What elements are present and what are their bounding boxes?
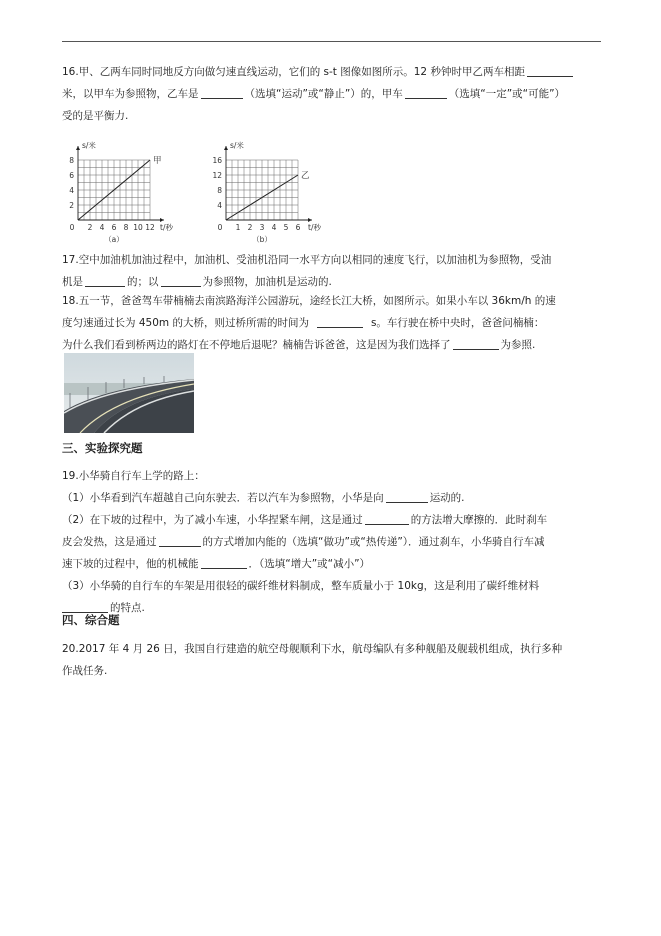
answer-blank[interactable] [159, 534, 201, 547]
answer-blank[interactable] [453, 337, 499, 350]
x-axis-label: t/秒 [160, 223, 173, 232]
q16-text-1: 16.甲、乙两车同时同地反方向做匀速直线运动，它们的 s-t 图像如图所示。12 秒钟时甲乙两车相距 [62, 66, 525, 78]
x-axis-label: t/秒 [308, 223, 321, 232]
q18-text-3a: 为什么我们看到桥两边的路灯在不停地后退呢？楠楠告诉爸爸，这是因为我们选择了 [62, 339, 451, 351]
q19-p3a: （3）小华骑的自行车的车架是用很轻的碳纤维材料制成，整车质量小于 10kg，这是利用了碳纤维材料 [62, 580, 540, 592]
x-tick-label: 5 [283, 223, 289, 232]
answer-blank[interactable] [365, 512, 409, 525]
graph-b [210, 132, 350, 247]
x-tick-label: 2 [87, 223, 93, 232]
y-tick-label: 2 [69, 201, 74, 210]
y-axis-arrow [76, 146, 80, 150]
q19-p2b: 的方法增大摩擦的．此时刹车 [410, 514, 548, 526]
q19-p1a: （1）小华看到汽车超越自己向东驶去．若以汽车为参照物，小华是向 [62, 492, 384, 504]
origin-label: 0 [69, 223, 75, 232]
x-tick-label: 12 [145, 223, 155, 232]
answer-blank[interactable] [405, 86, 447, 99]
x-tick-label: 1 [235, 223, 241, 232]
st-graph-b [210, 132, 350, 247]
q20-text-1: 20.2017 年 4 月 26 日，我国自行建造的航空母舰顺利下水，航母编队有多种舰船及舰载机组成，执行多种 [62, 643, 563, 655]
question-18 [62, 290, 602, 356]
y-axis-label: s/米 [82, 141, 96, 150]
q16-text-3: 受的是平衡力. [62, 110, 129, 122]
q17-text-2b: 的；以 [127, 276, 159, 288]
answer-blank[interactable] [161, 274, 201, 287]
origin-label: 0 [217, 223, 223, 232]
question-17 [62, 249, 602, 293]
q18-text-3b: 为参照. [500, 339, 536, 351]
q19-p2f: ．（选填“增大”或“减小”） [248, 558, 371, 570]
answer-blank[interactable] [85, 274, 125, 287]
q19-p2a: （2）在下坡的过程中，为了减小车速，小华捏紧车闸，这是通过 [62, 514, 363, 526]
x-tick-label: 4 [99, 223, 105, 232]
answer-blank[interactable] [201, 86, 243, 99]
q19-p2c: 皮会发热，这是通过 [62, 536, 157, 548]
answer-blank[interactable] [201, 556, 247, 569]
y-tick-label: 8 [69, 156, 74, 165]
q19-p2d: 的方式增加内能的（选填“做功”或“热传递”）．通过刹车，小华骑自行车减 [202, 536, 545, 548]
bridge-image [64, 353, 194, 433]
x-tick-label: 3 [259, 223, 265, 232]
x-tick-label: 6 [111, 223, 117, 232]
section-heading-4: 四、综合题 [62, 613, 120, 627]
q16-text-2a: 米，以甲车为参照物，乙车是 [62, 88, 199, 100]
series-label: 甲 [153, 156, 162, 166]
question-16 [62, 61, 602, 127]
q16-text-2b: （选填“运动”或“静止”）的，甲车 [244, 88, 403, 100]
answer-blank[interactable] [317, 315, 363, 328]
y-tick-label: 16 [212, 156, 222, 165]
x-tick-label: 10 [133, 223, 143, 232]
header-rule [62, 41, 601, 42]
q17-text-2c: 为参照物，加油机是运动的. [202, 276, 332, 288]
y-axis-label: s/米 [230, 141, 244, 150]
q18-text-2a: 度匀速通过长为 450m 的大桥，则过桥所需的时间为 [62, 317, 309, 329]
question-19 [62, 465, 602, 619]
q18-text-1: 18.五一节，爸爸驾车带楠楠去南滨路海洋公园游玩，途经长江大桥，如图所示。如果小车以 36km/h 的速 [62, 295, 556, 307]
y-tick-label: 4 [217, 201, 222, 210]
y-axis-arrow [224, 146, 228, 150]
bridge-photo [64, 353, 194, 433]
x-axis-arrow [308, 218, 312, 222]
st-graph-a [62, 132, 197, 247]
q19-p2e: 速下坡的过程中，他的机械能 [62, 558, 199, 570]
x-axis-arrow [160, 218, 164, 222]
q19-intro: 19.小华骑自行车上学的路上： [62, 470, 205, 482]
y-tick-label: 6 [69, 171, 74, 180]
graph-a [62, 132, 197, 247]
y-tick-label: 8 [217, 186, 222, 195]
y-tick-label: 4 [69, 186, 74, 195]
x-tick-label: 8 [123, 223, 129, 232]
question-20 [62, 638, 602, 682]
section-heading-3: 三、实验探究题 [62, 441, 143, 455]
q18-text-2b: s。车行驶在桥中央时，爸爸问楠楠： [370, 317, 545, 329]
graph-caption: （b） [252, 235, 272, 244]
graph-caption: （a） [104, 235, 124, 244]
series-label: 乙 [301, 171, 310, 181]
x-tick-label: 4 [271, 223, 277, 232]
answer-blank[interactable] [527, 64, 573, 77]
q17-text-2a: 机是 [62, 276, 83, 288]
q19-p1b: 运动的. [429, 492, 465, 504]
q17-text-1: 17.空中加油机加油过程中，加油机、受油机沿同一水平方向以相同的速度飞行，以加油机为参照物，受油 [62, 254, 552, 266]
x-tick-label: 2 [247, 223, 253, 232]
x-tick-label: 6 [295, 223, 301, 232]
answer-blank[interactable] [386, 490, 428, 503]
y-tick-label: 12 [212, 171, 222, 180]
q16-text-2c: （选填“一定”或“可能”） [448, 88, 566, 100]
q19-p3b: 的特点. [110, 602, 145, 614]
q20-text-2: 作战任务. [62, 665, 108, 677]
